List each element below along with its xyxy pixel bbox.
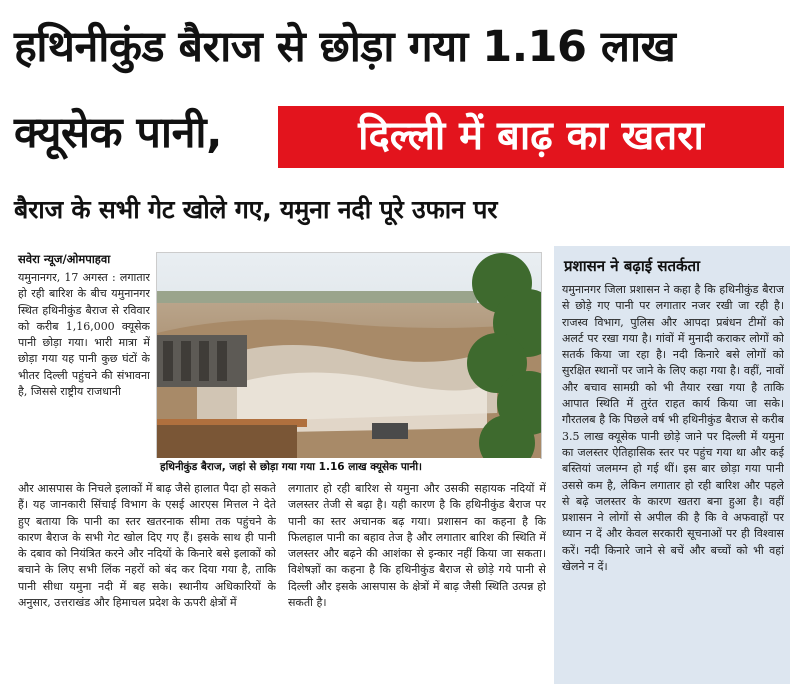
headline-highlight-banner: दिल्ली में बाढ़ का खतरा — [278, 106, 784, 168]
subheadline: बैराज के सभी गेट खोले गए, यमुना नदी पूरे उफान पर — [14, 195, 498, 224]
article-column-2: लगातार हो रही बारिश से यमुना और उसकी सहायक नदियों में जलस्तर तेजी से बढ़ा है। यही कारण है कि हथिनीकुंड बैराज पर पानी का स्तर अचानक बढ़ गया। प्रशासन का कहना है कि फिलहाल पानी का बहाव तेज है और लगातार बारिश की स्थिति में जलस्तर और बढ़ने की आशंका से इन्कार नहीं किया जा सकता। विशेषज्ञों का कहना है कि हथिनीकुंड बैराज से छोड़े गये पानी से दिल्ली और इसके आसपास के क्षेत्रों में बाढ़ जैसी स्थिति उत्पन्न हो सकती है। — [288, 482, 546, 610]
photo-caption: हथिनीकुंड बैराज, जहां से छोड़ा गया गया 1.16 लाख क्यूसेक पानी। — [156, 458, 540, 476]
article-column-1-top: यमुनानगर, 17 अगस्त : लगातार हो रही बारिश के बीच यमुनानगर स्थित हथिनीकुंड बैराज से रविवार को करीब 1,16,000 क्यूसेक पानी छोड़ा गया। भारी मात्रा में छोड़ा गया यह पानी कुछ घंटों के भीतर दिल्ली पहुंचने की संभावना है, जिससे राष्ट्रीय राजधानी — [18, 271, 150, 399]
headline-line-1: हथिनीकुंड बैराज से छोड़ा गया 1.16 लाख — [14, 22, 676, 72]
headline-line-2: क्यूसेक पानी, — [14, 108, 222, 158]
sidebar-body: यमुनानगर जिला प्रशासन ने कहा है कि हथिनीकुंड बैराज से छोड़े गए पानी पर लगातार नजर रखी जा रही है। राजस्व विभाग, पुलिस और आपदा प्रबंधन टीमों को अलर्ट पर रखा गया है। गांवों में मुनादी कराकर लोगों को सतर्क किया जा रहा है। नदी किनारे बसे लोगों को सुरक्षित स्थानों पर जाने के लिए कहा गया है। वहीं, नावों और बचाव सामग्री को भी तैयार रखा गया है ताकि आपात स्थिति में तुरंत राहत कार्य किया जा सके। गौरतलब है कि पिछले वर्ष भी हथिनीकुंड बैराज से करीब 3.5 लाख क्यूसेक पानी छोड़े जाने पर दिल्ली में यमुना का जलस्तर ऐतिहासिक स्तर पर पहुंच गया था और कई बस्तियां जलमग्न हो गई थीं। इस बार छोड़ा गया पानी उससे कम है, लेकिन लगातार हो रही बारिश और पहले से बढ़े जलस्तर के कारण खतरा बना हुआ है। वहीं प्रशासन ने लोगों से अपील की है कि वे अफवाहों पर ध्यान न दें और केवल सरकारी सूचनाओं पर ही विश्वास करें। नदी किनारे जाने से बचें और बच्चों को भी वहां खेलने न दें। — [562, 283, 784, 574]
sidebar-title: प्रशासन ने बढ़ाई सतर्कता — [564, 257, 700, 275]
sidebar-box — [554, 246, 790, 684]
byline: सवेरा न्यूज/ओमपाहवा — [18, 252, 111, 266]
barrage-photo-illustration — [157, 253, 541, 458]
barrage-photo — [156, 252, 542, 459]
article-column-1-bottom: और आसपास के निचले इलाकों में बाढ़ जैसे हालात पैदा हो सकते हैं। यह जानकारी सिंचाई विभाग के एसई आरएस मित्तल ने देते हुए बताया कि पानी का स्तर खतरनाक सीमा तक पहुंचने के कारण बैराज के सभी गेट खोल दिए गए हैं। इसके साथ ही पानी के दबाव को नियंत्रित करने और नदियों के किनारे बसे इलाकों को बचाने के लिए सभी लिंक नहरों को बंद कर दिया गया है, ताकि पानी सीधा यमुना नदी में बह सके। स्थानीय अधिकारियों के अनुसार, उत्तराखंड और हिमाचल प्रदेश के ऊपरी क्षेत्रों में — [18, 482, 276, 610]
